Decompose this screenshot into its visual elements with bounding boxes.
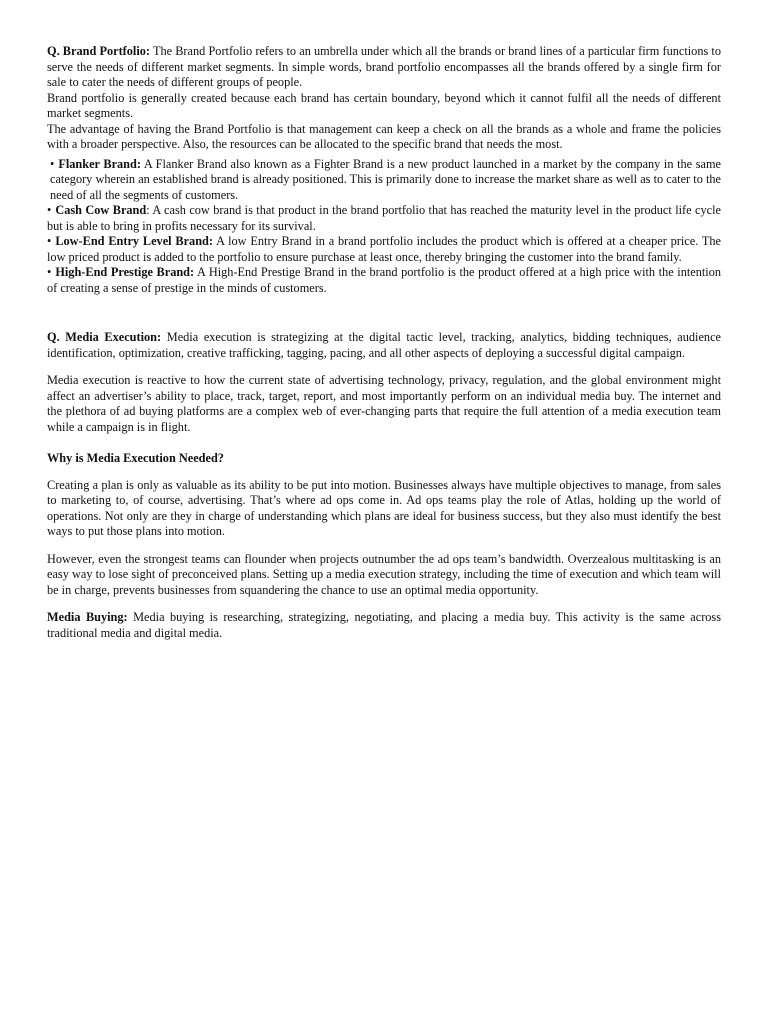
- media-execution-heading: Q. Media Execution:: [47, 330, 162, 344]
- media-execution-paragraph-2: Media execution is reactive to how the current state of advertising technology, privacy, regulation, and the global environment might affect an advertiser’s ability to place, track, target, report, and most importantly perform on an individual media buy. The internet and the plethora of ad buying platforms are a complex web of ever-changing parts that require the full attention of a media execution team while a campaign is in flight.: [47, 373, 721, 434]
- bullet-text: A Flanker Brand also known as a Fighter Brand is a new product launched in a market by the company in the same category wherein an established brand is already positioned. This is primarily done to increase the market share as well as to cater to the need of all the segments of customers.: [50, 156, 721, 202]
- brand-portfolio-heading: Q. Brand Portfolio:: [47, 44, 150, 58]
- bullet-icon: •: [50, 156, 55, 171]
- bullet-term: Cash Cow Brand: [55, 203, 147, 217]
- bullet-icon: •: [47, 203, 52, 217]
- bullet-cash-cow-brand: [47, 203, 721, 234]
- bullet-high-end-brand: [47, 265, 721, 296]
- media-execution-paragraph-4: However, even the strongest teams can flounder when projects outnumber the ad ops team’s bandwidth. Overzealous multitasking is an easy way to lose sight of preconceived plans. Setting up a media execution strategy, including the time of execution and which team will be in charge, prevents businesses from squandering the chance to use an optimal media opportunity.: [47, 551, 721, 597]
- document-page: [47, 44, 721, 641]
- bullet-text: : A cash cow brand is that product in the brand portfolio that has reached the maturity level in the product life cycle but is able to bring in profits necessary for its survival.: [47, 203, 721, 233]
- bullet-low-end-brand: [47, 234, 721, 265]
- bullet-term: High-End Prestige Brand:: [55, 265, 195, 279]
- media-execution-intro: Q. Media Execution: Media execution is strategizing at the digital tactic level, tracking, analytics, bidding techniques, audience identification, optimization, creative trafficking, tagging, pacing, and all other aspects of deploying a successful digital campaign.: [47, 330, 721, 360]
- brand-portfolio-paragraph-3: The advantage of having the Brand Portfolio is that management can keep a check on all the brands as a whole and frame the policies with a broader perspective. Also, the resources can be allocated to the specific brand that needs the most.: [47, 121, 721, 151]
- bullet-flanker-brand: [47, 157, 721, 204]
- bullet-text: A low Entry Brand in a brand portfolio includes the product which is offered at a cheaper price. The low priced product is added to the portfolio to ensure purchase at least once, thereby bringing the customer into the brand family.: [47, 234, 721, 264]
- media-execution-subheading: Why is Media Execution Needed?: [47, 451, 224, 465]
- bullet-term: Low-End Entry Level Brand:: [55, 234, 213, 248]
- media-execution-paragraph-3: Creating a plan is only as valuable as its ability to be put into motion. Businesses always have multiple objectives to manage, from sales to marketing to, of course, advertising. That’s where ad ops come in. Ad ops teams play the role of Atlas, holding up the world of operations. Not only are they in charge of understanding which plans are ideal for business success, but they also must identify the best ways to put those plans into motion.: [47, 477, 721, 538]
- media-buying-heading: Media Buying:: [47, 610, 128, 624]
- bullet-icon: •: [47, 265, 52, 279]
- bullet-text: A High-End Prestige Brand in the brand portfolio is the product offered at a high price with the intention of creating a sense of prestige in the minds of customers.: [47, 265, 721, 295]
- brand-portfolio-paragraph-2: Brand portfolio is generally created because each brand has certain boundary, beyond which it cannot fulfil all the needs of different market segments.: [47, 90, 721, 120]
- bullet-term: Flanker Brand:: [58, 156, 141, 171]
- brand-portfolio-intro: Q. Brand Portfolio: The Brand Portfolio refers to an umbrella under which all the brands or brand lines of a particular firm functions to serve the needs of different market segments. In simple words, brand portfolio encompasses all the brands offered by a single firm for sale to cater the needs of different groups of people.: [47, 44, 721, 89]
- media-buying-paragraph: Media Buying: Media buying is researching, strategizing, negotiating, and placing a media buy. This activity is the same across traditional media and digital media.: [47, 610, 722, 640]
- bullet-icon: •: [47, 234, 52, 248]
